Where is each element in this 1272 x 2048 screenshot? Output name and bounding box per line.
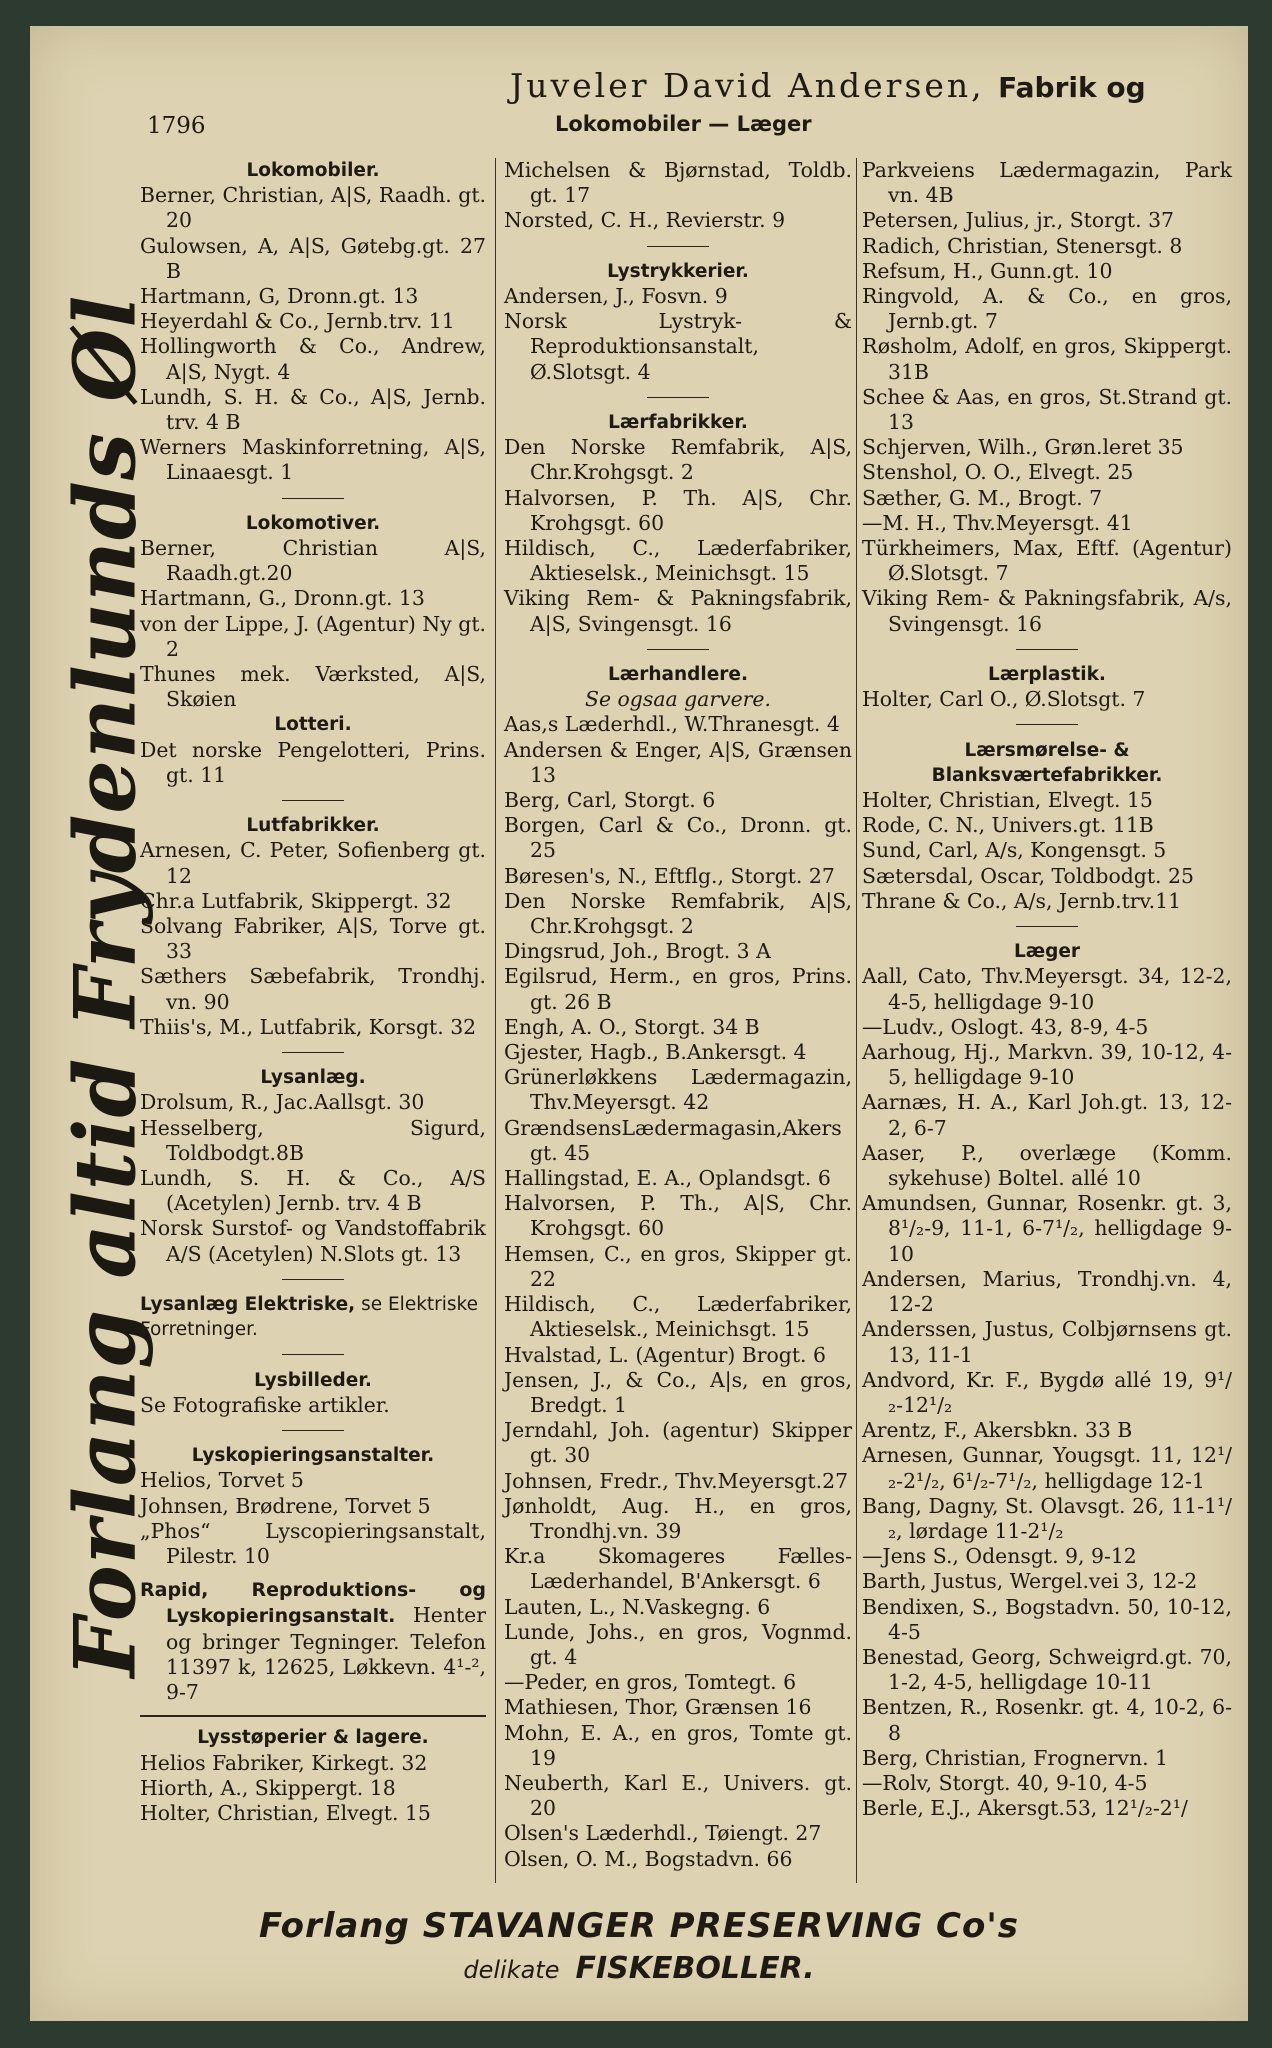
directory-entry: Michelsen & Bjørnstad, Toldb. gt. 17 [504,158,852,208]
directory-entry: Andersen, Marius, Trondhj.vn. 4, 12-2 [862,1266,1232,1317]
directory-entry: Chr.a Lutfabrik, Skippergt. 32 [140,888,452,913]
directory-entry: Dingsrud, Joh., Brogt. 3 A [504,939,771,964]
directory-entry: von der Lippe, J. (Agentur) Ny gt. 2 [140,611,486,661]
directory-entry: Johnsen, Brødrene, Torvet 5 [140,1493,431,1518]
directory-entry: Thrane & Co., A/s, Jernb.trv.11 [862,888,1182,913]
directory-entry: Hallingstad, E. A., Oplandsgt. 6 [504,1166,831,1191]
directory-entry: Den Norske Remfabrik, A|S, Chr.Krohgsgt. 2 [504,888,852,939]
directory-entry: Berg, Carl, Storgt. 6 [504,788,716,813]
section-heading: Lysanlæg. [260,1067,366,1089]
directory-entry: Anderssen, Justus, Colbjørnsens gt. 13, 11-1 [862,1317,1232,1367]
directory-entry: Sæther, G. M., Brogt. 7 [862,485,1103,510]
section-separator [140,486,486,511]
directory-entry: Thiis's, M., Lutfabrik, Korsgt. 32 [140,1014,477,1039]
directory-entry: Arentz, F., Akersbkn. 33 B [862,1418,1133,1443]
directory-entry: Türkheimers, Max, Eftf. (Agentur) Ø.Slotsgt. 7 [862,536,1232,586]
directory-entry: Benestad, Georg, Schweigrd.gt. 70, 1-2, 4-5, helligdage 10-11 [862,1644,1232,1695]
section-heading-bold: Lysanlæg Elektriske, [140,1294,356,1316]
directory-entry: Parkveiens Lædermagazin, Park vn. 4B [862,158,1232,208]
directory-entry: Halvorsen, P. Th., A|S, Chr. Krohgsgt. 60 [504,1191,852,1241]
directory-entry: Drolsum, R., Jac.Aallsgt. 30 [140,1090,425,1115]
section-separator [140,788,486,813]
directory-entry: —Jens S., Odensgt. 9, 9-12 [862,1544,1137,1569]
footer-advertisement-small: delikate [463,1956,560,1984]
directory-entry: Jensen, J., & Co., A|s, en gros, Bredgt. 1 [504,1367,852,1417]
section-heading: Lokomotiver. [245,512,381,534]
section-separator [140,1418,486,1443]
column-divider [495,158,496,1883]
directory-entry: Egilsrud, Herm., en gros, Prins. gt. 26 B [504,964,852,1014]
directory-entry: Hvalstad, L. (Agentur) Brogt. 6 [504,1342,826,1367]
advertisement-entry-bold: Rapid, Reproduktions- og Lyskopieringsanstalt. [140,1579,486,1628]
section-heading: Lokomobiler. [246,160,380,181]
directory-entry: Røsholm, Adolf, en gros, Skippergt. 31B [862,334,1232,384]
directory-entry: Radich, Christian, Stenersgt. 8 [862,233,1183,258]
directory-entry: Hildisch, C., Læderfabriker, Aktieselsk., Meinichsgt. 15 [504,1292,852,1342]
directory-entry: Borgen, Carl & Co., Dronn. gt. 25 [504,813,852,863]
directory-entry: Refsum, H., Gunn.gt. 10 [862,258,1113,283]
directory-entry: Andersen, J., Fosvn. 9 [504,284,728,308]
directory-entry: Stenshol, O. O., Elvegt. 25 [862,460,1134,485]
directory-entry: Hartmann, G., Dronn.gt. 13 [140,586,425,611]
directory-entry: Arnesen, C. Peter, Sofienberg gt. 12 [140,838,486,888]
directory-entry: Holter, Christian, Elvegt. 15 [140,1800,431,1825]
section-heading-rest: se Elektriske Forretninger. [140,1294,478,1341]
footer-advertisement-line1: Forlang STAVANGER PRESERVING Co's [259,1906,1019,1946]
directory-entry: Norsk Surstof- og Vandstoffabrik A/S (Acetylen) N.Slots gt. 13 [140,1216,486,1266]
directory-entry: Den Norske Remfabrik, A|S, Chr.Krohgsgt. 2 [504,435,852,485]
directory-entry: Andvord, Kr. F., Bygdø allé 19, 9¹/₂-12¹/₂ [862,1367,1232,1417]
directory-entry: —Rolv, Storgt. 40, 9-10, 4-5 [862,1770,1148,1795]
directory-entry: Hiorth, A., Skippergt. 18 [140,1775,396,1800]
directory-entry: Mathiesen, Thor, Grænsen 16 [504,1695,812,1720]
column-1 [140,158,486,1826]
directory-entry: Sæthers Sæbefabrik, Trondhj. vn. 90 [140,964,486,1014]
directory-entry: Arnesen, Gunnar, Yougsgt. 11, 12¹/₂-2¹/₂, 6¹/₂-7¹/₂, helligdage 12-1 [862,1443,1232,1493]
section-note: Se ogsaa garvere. [585,687,771,712]
advertisement-entry-rest: Henter og bringer Tegninger. Telefon 11397 k, 12625, Løkkevn. 4¹-², 9-7 [166,1603,486,1705]
directory-entry: Holter, Christian, Elvegt. 15 [862,788,1153,813]
directory-entry: Se Fotografiske artikler. [140,1392,390,1417]
directory-entry: Berg, Christian, Frognervn. 1 [862,1745,1169,1770]
directory-entry: Heyerdahl & Co., Jernb.trv. 11 [140,309,455,334]
directory-entry: Schjerven, Wilh., Grøn.leret 35 [862,435,1184,460]
directory-entry: Olsen, O. M., Bogstadvn. 66 [504,1846,793,1871]
directory-entry: Det norske Pengelotteri, Prins. gt. 11 [140,737,486,787]
directory-entry: Schee & Aas, en gros, St.Strand gt. 13 [862,384,1232,435]
directory-entry: Solvang Fabriker, A|S, Torve gt. 33 [140,914,486,964]
directory-entry: —Peder, en gros, Tomtegt. 6 [504,1670,797,1695]
footer-advertisement-big: FISKEBOLLER. [575,1951,815,1986]
directory-page [30,26,1248,2021]
directory-entry: „Phos“ Lyscopieringsanstalt, Pilestr. 10 [140,1518,486,1569]
section-separator [140,1342,486,1367]
section-heading: Lotteri. [274,714,352,736]
horizontal-rule [140,1715,486,1717]
directory-entry: Gjester, Hagb., B.Ankersgt. 4 [504,1040,807,1065]
column-2 [504,158,852,1872]
directory-entry: Aarnæs, H. A., Karl Joh.gt. 13, 12-2, 6-7 [862,1090,1232,1140]
section-separator [862,914,1232,939]
section-separator [862,637,1232,662]
directory-entry: Lauten, L., N.Vaskegng. 6 [504,1594,771,1619]
directory-entry: Neuberth, Karl E., Univers. gt. 20 [504,1770,852,1821]
directory-entry: Hesselberg, Sigurd, Toldbodgt.8B [140,1115,486,1165]
directory-entry: Andersen & Enger, A|S, Grænsen 13 [504,737,852,787]
directory-entry: Engh, A. O., Storgt. 34 B [504,1014,760,1039]
directory-entry: Hollingworth & Co., Andrew, A|S, Nygt. 4 [140,334,486,384]
directory-entry: Berner, Christian, A|S, Raadh. gt. 20 [140,183,486,233]
directory-entry: Aall, Cato, Thv.Meyersgt. 34, 12-2, 4-5, helligdage 9-10 [862,964,1232,1014]
footer-advertisement-line2 [30,1951,1248,1986]
section-heading [140,1292,486,1342]
directory-entry: Amundsen, Gunnar, Rosenkr. gt. 3, 8¹/₂-9, 11-1, 6-7¹/₂, helligdage 9-10 [862,1191,1232,1266]
directory-entry: Bendixen, S., Bogstadvn. 50, 10-12, 4-5 [862,1594,1232,1644]
section-separator [140,1267,486,1292]
directory-entry: Norsk Lystryk- & Reproduktionsanstalt, Ø.Slotsgt. 4 [504,309,852,384]
directory-entry: Olsen's Læderhdl., Tøiengt. 27 [504,1821,822,1846]
directory-entry: Rode, C. N., Univers.gt. 11B [862,813,1154,838]
directory-entry: Bentzen, R., Rosenkr. gt. 4, 10-2, 6-8 [862,1695,1232,1745]
section-separator [862,712,1232,737]
directory-entry: Kr.a Skomageres Fælles-Læderhandel, B'Ankersgt. 6 [504,1544,852,1594]
section-separator [140,1040,486,1065]
directory-entry: Hemsen, C., en gros, Skipper gt. 22 [504,1241,852,1291]
header-banner-tail: Fabrik og [998,71,1146,104]
header-banner-name: Juveler David Andersen, [510,66,985,105]
directory-entry: Barth, Justus, Wergel.vei 3, 12-2 [862,1569,1198,1594]
directory-entry: Holter, Carl O., Ø.Slotsgt. 7 [862,687,1146,712]
directory-entry: Aarhoug, Hj., Markvn. 39, 10-12, 4-5, helligdage 9-10 [862,1040,1232,1090]
directory-entry: Halvorsen, P. Th. A|S, Chr. Krohgsgt. 60 [504,485,852,535]
section-heading: Lyskopieringsanstalter. [191,1445,435,1467]
directory-entry: Bang, Dagny, St. Olavsgt. 26, 11-1¹/₂, lørdage 11-2¹/₂ [862,1493,1232,1543]
section-separator [504,385,852,410]
directory-entry: Norsted, C. H., Revierstr. 9 [504,208,786,233]
directory-entry: Lundh, S. H. & Co., A|S, Jernb. trv. 4 B [140,384,486,435]
directory-entry: Johnsen, Fredr., Thv.Meyersgt.27 [504,1468,849,1493]
directory-entry: Helios, Torvet 5 [140,1468,304,1493]
directory-entry: Werners Maskinforretning, A|S, Linaaesgt. 1 [140,435,486,485]
directory-entry: Jerndahl, Joh. (agentur) Skipper gt. 30 [504,1418,852,1468]
directory-entry: Viking Rem- & Pakningsfabrik, A/s, Svingensgt. 16 [862,586,1232,636]
section-separator [504,234,852,259]
directory-entry: —Ludv., Oslogt. 43, 8-9, 4-5 [862,1014,1149,1039]
directory-entry: Petersen, Julius, jr., Storgt. 37 [862,208,1175,233]
section-heading: Lysbilleder. [254,1369,372,1391]
directory-entry: Ringvold, A. & Co., en gros, Jernb.gt. 7 [862,284,1232,334]
section-heading: Lærsmørelse- & Blanksværtefabrikker. [931,739,1163,786]
page-number: 1796 [147,113,206,139]
directory-entry: GrændsensLædermagasin,Akers gt. 45 [504,1115,842,1165]
advertisement-entry [140,1577,486,1705]
directory-entry: Helios Fabriker, Kirkegt. 32 [140,1750,428,1775]
directory-entry: Børesen's, N., Eftflg., Storgt. 27 [504,863,835,888]
directory-entry: Lunde, Johs., en gros, Vognmd. gt. 4 [504,1619,852,1669]
directory-entry: Berner, Christian A|S, Raadh.gt.20 [140,536,486,586]
section-heading: Lysstøperier & lagere. [197,1727,429,1749]
section-heading: Læger [1013,941,1081,963]
directory-entry: Sund, Carl, A/s, Kongensgt. 5 [862,838,1167,863]
directory-entry: Gulowsen, A, A|S, Gøtebg.gt. 27 B [140,233,486,283]
header-banner [510,66,1230,116]
directory-entry: —M. H., Thv.Meyersgt. 41 [862,510,1133,535]
running-head: Lokomobiler — Læger [555,112,812,136]
section-heading: Lystrykkerier. [607,260,749,282]
directory-entry: Aaser, P., overlæge (Komm. sykehuse) Boltel. allé 10 [862,1140,1232,1191]
directory-entry: Aas,s Læderhdl., W.Thranesgt. 4 [504,712,840,737]
directory-entry: Sætersdal, Oscar, Toldbodgt. 25 [862,863,1194,888]
directory-entry: Berle, E.J., Akersgt.53, 12¹/₂-2¹/ [862,1796,1188,1821]
directory-entry: Jønholdt, Aug. H., en gros, Trondhj.vn. 39 [504,1493,852,1543]
directory-entry: Hartmann, G, Dronn.gt. 13 [140,284,419,309]
side-advertisement-text: Forlang altid Frydenlunds Øl [55,294,155,1678]
directory-entry: Mohn, E. A., en gros, Tomte gt. 19 [504,1720,852,1770]
section-heading: Lærfabrikker. [608,412,748,433]
directory-entry: Lundh, S. H. & Co., A/S (Acetylen) Jernb. trv. 4 B [140,1166,486,1216]
section-separator [504,637,852,662]
column-3 [862,158,1232,1821]
directory-entry: Hildisch, C., Læderfabriker, Aktieselsk., Meinichsgt. 15 [504,536,852,586]
section-heading: Lutfabrikker. [246,815,380,837]
section-heading: Lærhandlere. [608,664,748,686]
directory-entry: Thunes mek. Værksted, A|S, Skøien [140,662,486,712]
section-heading: Lærplastik. [988,664,1106,686]
column-divider [856,158,857,1883]
directory-entry: Grünerløkkens Lædermagazin, Thv.Meyersgt. 42 [504,1065,852,1115]
directory-entry: Viking Rem- & Pakningsfabrik, A|S, Svingensgt. 16 [504,586,852,636]
